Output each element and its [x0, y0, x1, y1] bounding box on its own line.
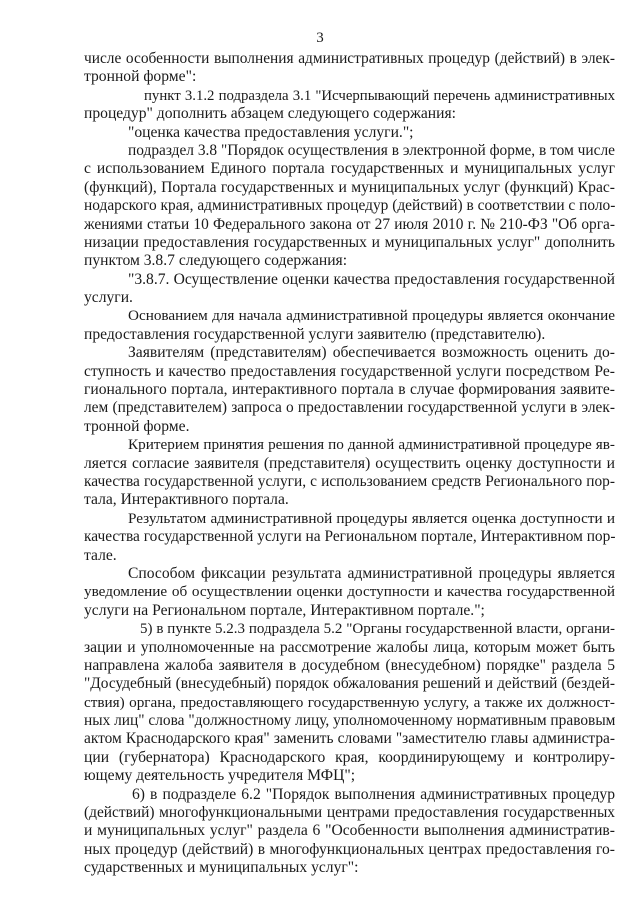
text-line: лем (представителем) запроса о предоставлении государственной услуги в элек- [84, 399, 615, 417]
text-line: ных лиц" слова "должностному лицу, уполномоченному нормативным правовым [84, 712, 616, 730]
text-line: предоставления государственной услуги заявителю (представителю). [84, 325, 546, 343]
text-line: Результатом административной процедуры является оценка доступности и [128, 509, 615, 527]
text-line: нодарского края, административных процедур (действий) в соответствии с поло- [84, 197, 616, 215]
text-line: "Досудебный (внесудебный) порядок обжалования решений и действий (бездей- [84, 675, 615, 693]
document-body [84, 50, 615, 878]
text-line: (функций), Портала государственных и муниципальных услуг (функций) Крас- [84, 178, 615, 196]
text-line: Способом фиксации результата административной процедуры является [128, 564, 615, 582]
text-line: уведомление об осуществлении оценки доступности и качества государственной [84, 583, 615, 601]
text-line: и муниципальных услуг" раздела 6 "Особенности выполнения административ- [84, 822, 615, 840]
text-line: ющему деятельность учредителя МФЦ"; [84, 767, 356, 785]
text-line: 5) в пункте 5.2.3 подраздела 5.2 "Органы государственной власти, органи- [140, 621, 615, 638]
text-line: низации предоставления государственных и муниципальных услуг" дополнить [84, 233, 615, 251]
text-line: "3.8.7. Осуществление оценки качества предоставления государственной [128, 270, 615, 288]
text-line: тронной форме": [84, 68, 197, 86]
text-line: актом Краснодарского края" заменить словами "заместителю главы администра- [84, 730, 615, 748]
text-line: услуги на Региональном портале, Интерактивном портале."; [84, 601, 485, 619]
text-line: числе особенности выполнения административных процедур (действий) в элек- [84, 50, 615, 67]
text-line: пункт 3.1.2 подраздела 3.1 "Исчерпывающий перечень административных [144, 87, 615, 104]
text-line: жениями статьи 10 Федерального закона от 27 июля 2010 г. № 210-ФЗ "Об орга- [84, 215, 615, 233]
text-line: тала, Интерактивного портала. [84, 491, 289, 509]
text-line: ции (губернатора) Краснодарского края, координирующему и контролиру- [84, 748, 615, 766]
text-line: "оценка качества предоставления услуги."; [128, 123, 414, 141]
text-line: 6) в подразделе 6.2 "Порядок выполнения административных процедур [132, 785, 615, 803]
text-line: ствия) органа, предоставляющего государственную услугу, а также их должност- [84, 693, 615, 711]
text-line: гионального портала, интерактивного портала в случае формирования заявите- [84, 381, 615, 399]
text-line: Основанием для начала административной процедуры является окончание [128, 307, 615, 325]
text-line: тронной форме. [84, 417, 190, 435]
text-line: качества государственной услуги, с использованием средств Регионального пор- [84, 472, 615, 490]
text-line: пунктом 3.8.7 следующего содержания: [84, 252, 348, 270]
text-line: процедур" дополнить абзацем следующего содержания: [84, 105, 456, 123]
text-line: качества государственной услуги на Региональном портале, Интерактивном пор- [84, 528, 616, 546]
text-line: зации и уполномоченные на рассмотрение жалобы лица, которым может быть [84, 638, 615, 656]
text-line: Заявителям (представителям) обеспечивается возможность оценить до- [128, 344, 615, 362]
text-line: ных процедур (действий) в многофункциональных центрах предоставления го- [84, 840, 615, 858]
text-line: подраздел 3.8 "Порядок осуществления в электронной форме, в том числе [128, 141, 615, 159]
text-line: тале. [84, 546, 117, 564]
text-line: с использованием Единого портала государственных и муниципальных услуг [84, 160, 615, 178]
text-line: ляется согласие заявителя (представителя) осуществить оценку доступности и [84, 454, 615, 472]
text-line: направлена жалоба заявителя в досудебном (внесудебном) порядке" раздела 5 [84, 656, 615, 674]
text-line: сударственных и муниципальных услуг": [84, 859, 359, 877]
page-number: 3 [316, 30, 324, 46]
text-line: услуги. [84, 289, 133, 307]
text-line: (действий) многофункциональными центрами предоставления государственных [84, 804, 615, 822]
text-line: ступность и качество предоставления государственной услуги посредством Ре- [84, 362, 615, 380]
text-line: Критерием принятия решения по данной административной процедуре яв- [128, 436, 615, 454]
